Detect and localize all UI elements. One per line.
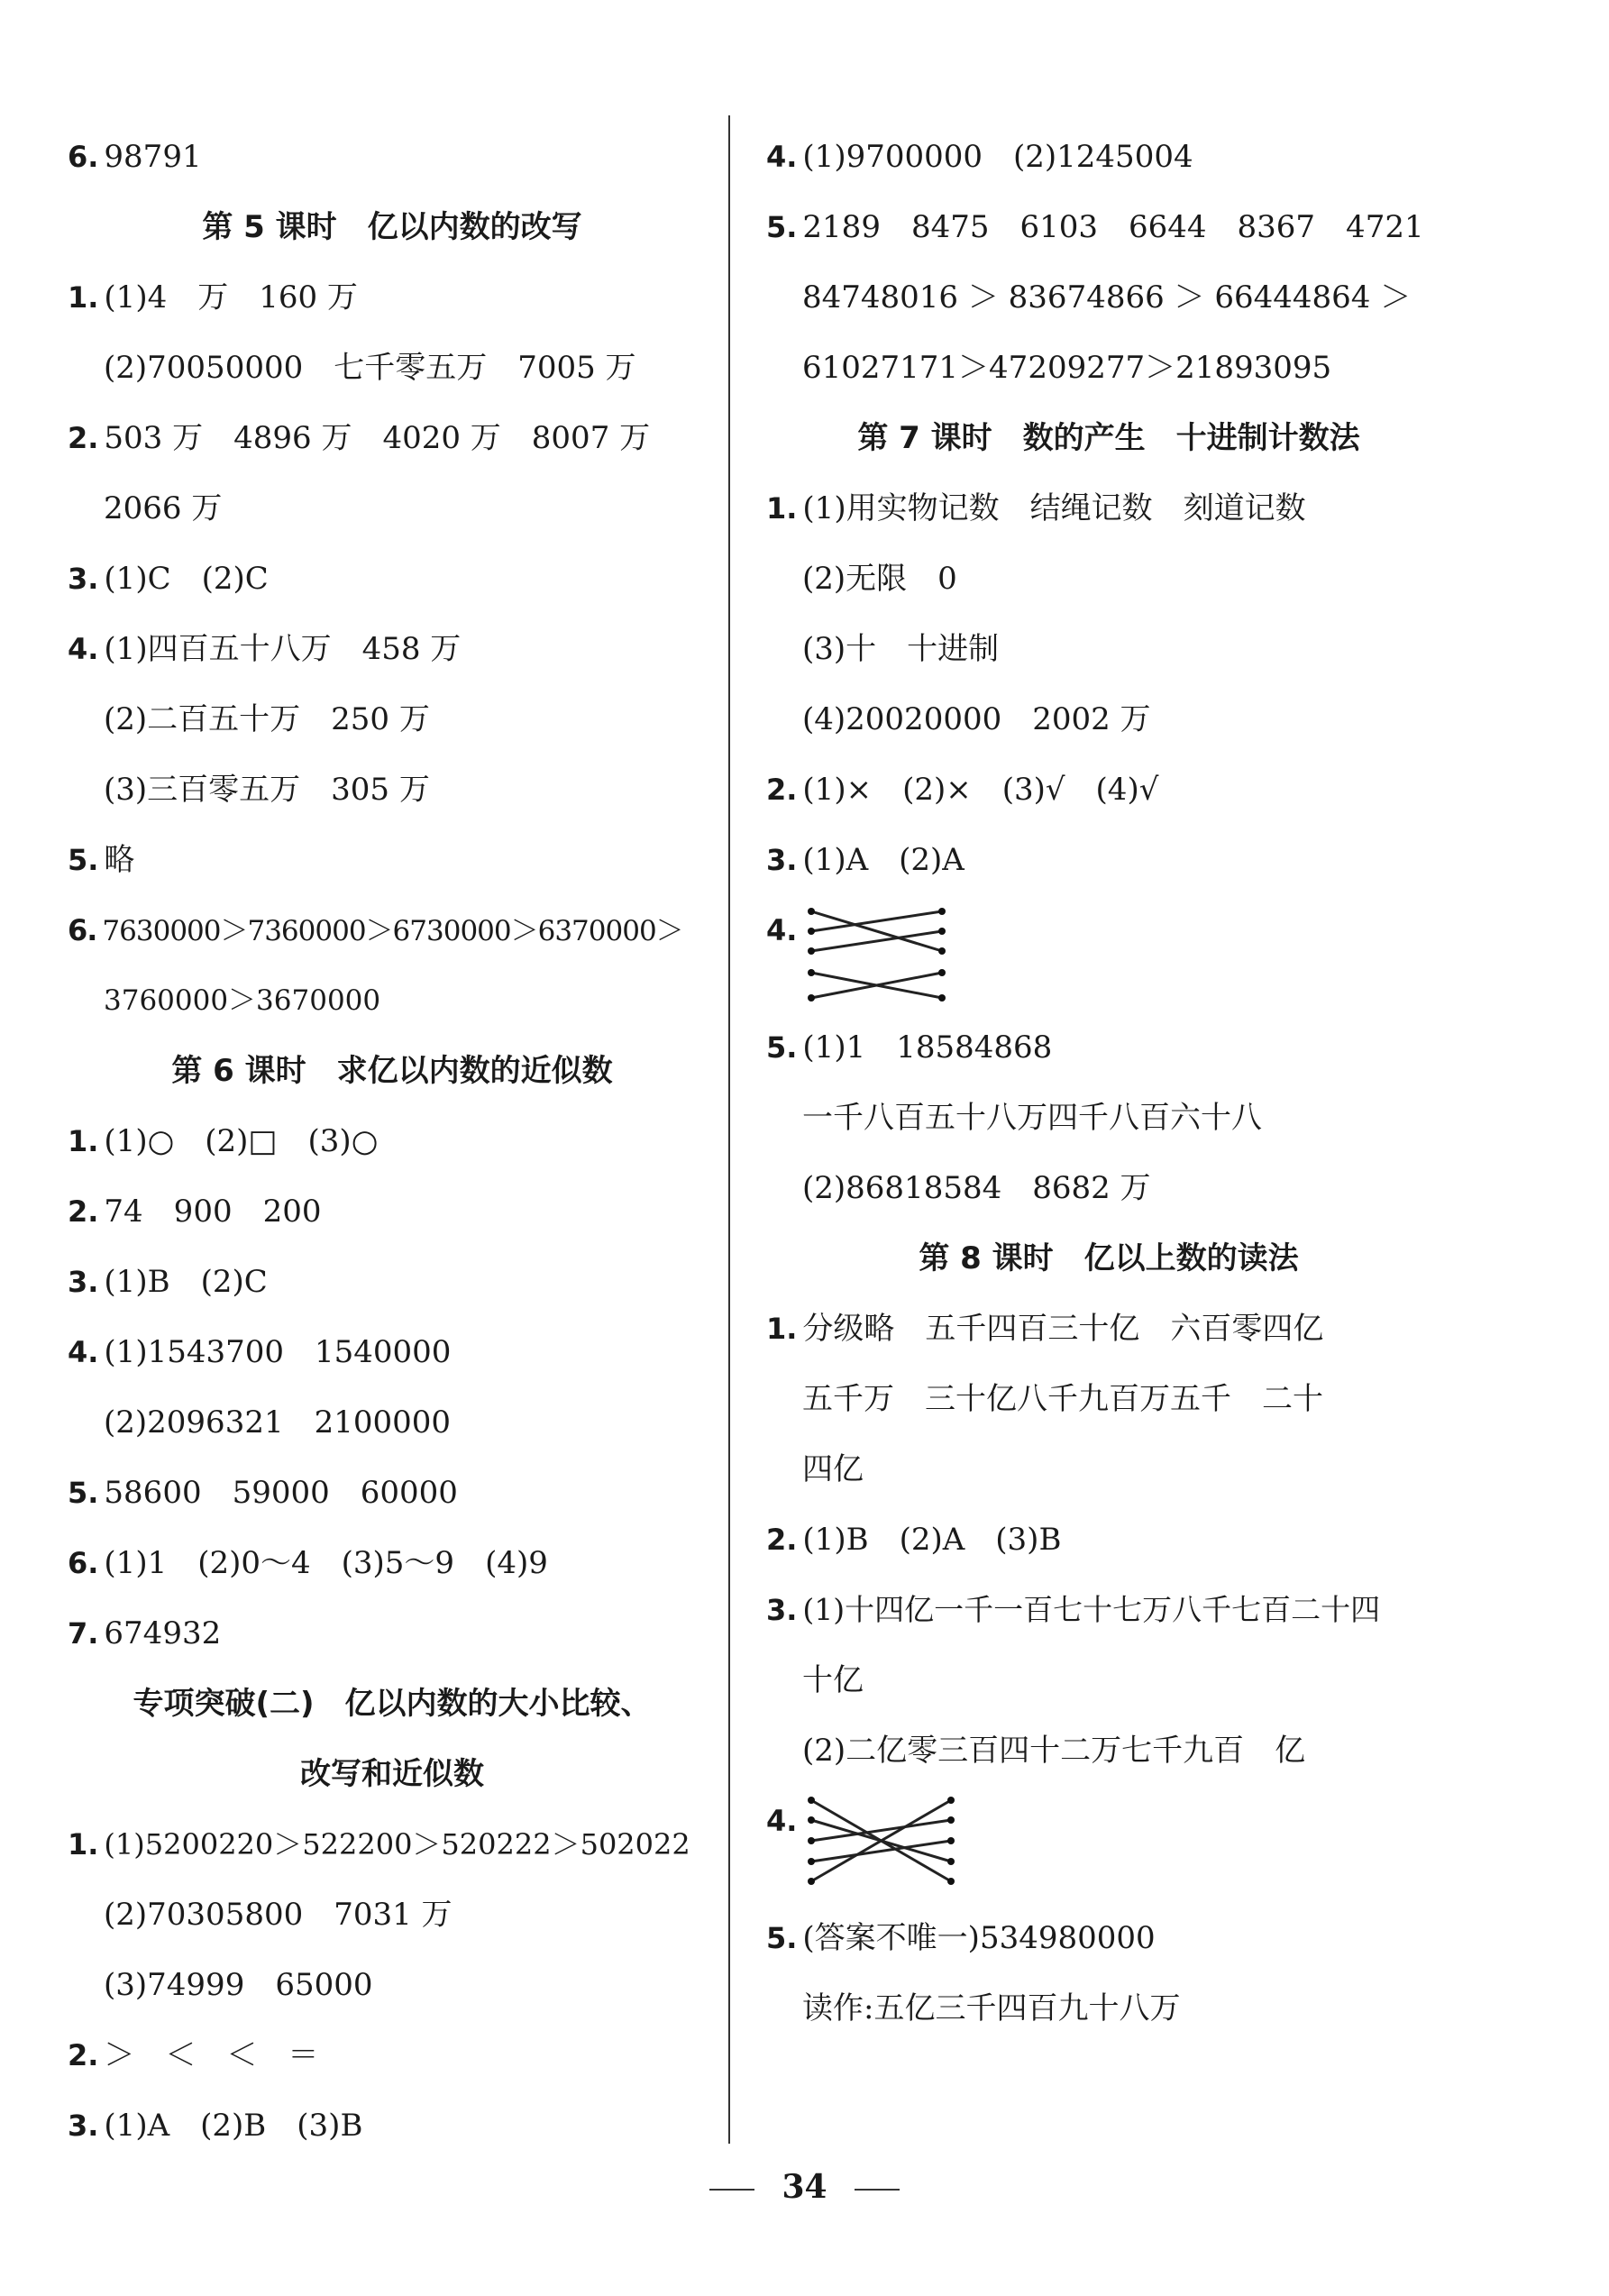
lesson-6-heading: 第 6 课时 求亿以内数的近似数 bbox=[171, 1053, 613, 1089]
answer-line: 一千八百五十八万四千八百六十八 bbox=[802, 1100, 1262, 1136]
answer-line: 1. 分级略 五千四百三十亿 六百零四亿 bbox=[766, 1311, 1324, 1347]
answer-line: (2)70050000 七千零五万 7005 万 bbox=[104, 350, 636, 386]
answer-line: (2)2096321 2100000 bbox=[104, 1404, 452, 1441]
answer-line: 61027171＞47209277＞21893095 bbox=[802, 350, 1332, 386]
answer-line: 3. (1)A (2)B (3)B bbox=[68, 2108, 363, 2144]
special-topic-heading: 专项突破(二) 亿以内数的大小比较、 bbox=[133, 1686, 652, 1722]
answer-line: 2. (1)× (2)× (3)√ (4)√ bbox=[766, 772, 1159, 808]
answer-line: 5. (答案不唯一)534980000 bbox=[766, 1920, 1156, 1956]
matching-lines-figure bbox=[802, 901, 974, 1009]
answer-line: 2. ＞ ＜ ＜ ＝ bbox=[68, 2037, 319, 2073]
answer-line: 5. 2189 8475 6103 6644 8367 4721 bbox=[766, 209, 1424, 245]
answer-line: 1. (1)○ (2)□ (3)○ bbox=[68, 1123, 379, 1159]
answer-line: 84748016 ＞ 83674866 ＞ 66444864 ＞ bbox=[802, 279, 1412, 316]
answer-line: (2)无限 0 bbox=[802, 561, 957, 597]
lesson-7-heading: 第 7 课时 数的产生 十进制计数法 bbox=[857, 420, 1360, 456]
matching-diagram-8: 4. bbox=[766, 1786, 1451, 1903]
special-topic-heading-cont: 改写和近似数 bbox=[300, 1756, 484, 1792]
crossing-lines-figure bbox=[802, 1791, 974, 1899]
answer-line: (2)二百五十万 250 万 bbox=[104, 701, 430, 737]
answer-line: 2. 74 900 200 bbox=[68, 1194, 322, 1230]
answer-line: 2. (1)B (2)A (3)B bbox=[766, 1522, 1062, 1558]
answer-line: 6. 98791 bbox=[68, 139, 202, 175]
lesson-5-heading: 第 5 课时 亿以内数的改写 bbox=[202, 209, 582, 245]
column-divider bbox=[728, 115, 730, 2144]
answer-line: 1. (1)4 万 160 万 bbox=[68, 279, 358, 316]
answer-line: (3)十 十进制 bbox=[802, 631, 1000, 667]
answer-line: 4. (1)9700000 (2)1245004 bbox=[766, 139, 1193, 175]
answer-line: (2)86818584 8682 万 bbox=[802, 1170, 1151, 1206]
answer-line: 4. (1)1543700 1540000 bbox=[68, 1334, 452, 1370]
answer-line: 3. (1)C (2)C bbox=[68, 561, 269, 597]
answer-line: 3760000＞3670000 bbox=[104, 984, 381, 1017]
answer-line: 2066 万 bbox=[104, 490, 223, 526]
answer-line: 5. 58600 59000 60000 bbox=[68, 1475, 458, 1511]
page-number: 34 bbox=[782, 2168, 827, 2206]
answer-line: 3. (1)A (2)A bbox=[766, 842, 964, 878]
answer-line: 3. (1)十四亿一千一百七十七万八千七百二十四 bbox=[766, 1592, 1381, 1627]
answer-line: 7. 674932 bbox=[68, 1615, 222, 1651]
answer-line: 十亿 bbox=[802, 1662, 864, 1698]
answer-line: 5. 略 bbox=[68, 842, 135, 878]
answer-line: 读作:五亿三千四百九十八万 bbox=[802, 1990, 1181, 2026]
answer-line: 3. (1)B (2)C bbox=[68, 1264, 268, 1300]
answer-line: (2)二亿零三百四十二万七千九百 亿 bbox=[802, 1733, 1306, 1769]
answer-line: (4)20020000 2002 万 bbox=[802, 701, 1151, 737]
answer-line: 5. (1)1 18584868 bbox=[766, 1029, 1053, 1066]
answer-line: 4. (1)四百五十八万 458 万 bbox=[68, 631, 462, 667]
right-column bbox=[766, 122, 1451, 2044]
answer-line: 1. (1)用实物记数 结绳记数 刻道记数 bbox=[766, 490, 1306, 526]
answer-line: 1. (1)5200220＞522200＞520222＞502022 bbox=[68, 1827, 690, 1861]
answer-line: (2)70305800 7031 万 bbox=[104, 1897, 453, 1933]
answer-line: 6. (1)1 (2)0～4 (3)5～9 (4)9 bbox=[68, 1545, 548, 1581]
lesson-8-heading: 第 8 课时 亿以上数的读法 bbox=[919, 1240, 1299, 1276]
answer-line: (3)三百零五万 305 万 bbox=[104, 772, 430, 808]
answer-line: 四亿 bbox=[802, 1451, 864, 1487]
answer-line: 五千万 三十亿八千九百万五千 二十 bbox=[802, 1381, 1323, 1417]
matching-diagram-7: 4. bbox=[766, 895, 1451, 1012]
answer-line: (3)74999 65000 bbox=[104, 1967, 373, 2003]
footer-dash-left bbox=[709, 2189, 754, 2191]
page-footer bbox=[0, 2168, 1609, 2206]
left-column bbox=[68, 122, 717, 2161]
answer-line: 2. 503 万 4896 万 4020 万 8007 万 bbox=[68, 420, 651, 456]
answer-line: 6. 7630000＞7360000＞6730000＞6370000＞ bbox=[68, 913, 683, 947]
footer-dash-right bbox=[855, 2189, 900, 2191]
